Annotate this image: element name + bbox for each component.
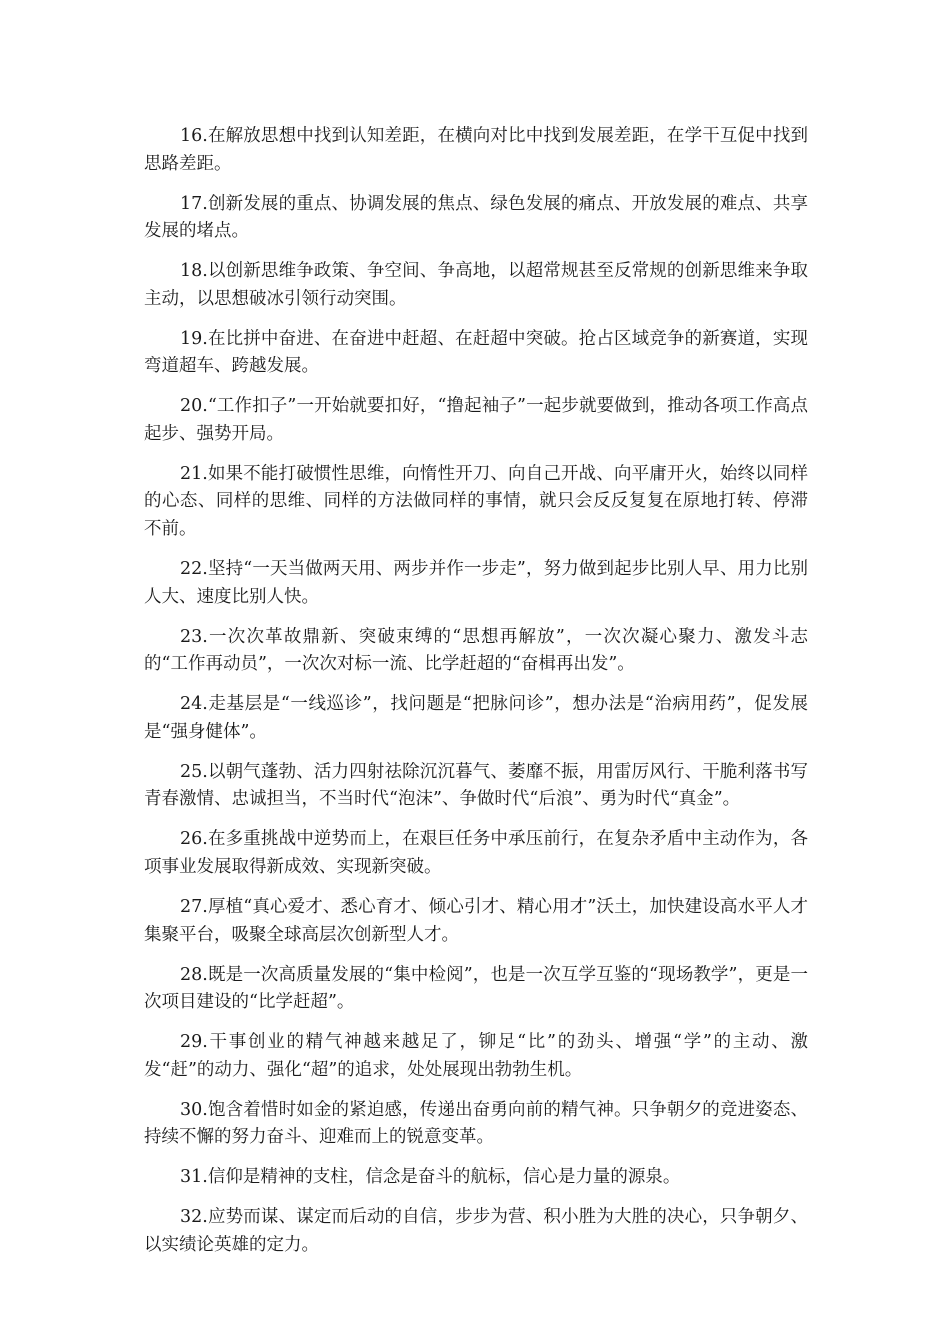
paragraph-23: 23.一次次革故鼎新、突破束缚的“思想再解放”，一次次凝心聚力、激发斗志的“工作再动员”，一次次对标一流、比学赶超的“奋楫再出发”。 xyxy=(144,626,808,675)
paragraph-16: 16.在解放思想中找到认知差距，在横向对比中找到发展差距，在学干互促中找到思路差距。 xyxy=(144,126,808,174)
paragraph-22: 22.坚持“一天当做两天用、两步并作一步走”，努力做到起步比别人早、用力比别人大、速度比别人快。 xyxy=(144,559,808,607)
paragraph-31: 31.信仰是精神的支柱，信念是奋斗的航标，信心是力量的源泉。 xyxy=(180,1167,681,1188)
paragraph-29: 29.干事创业的精气神越来越足了，铆足“比”的劲头、增强“学”的主动、激发“赶”的动力、强化“超”的追求，处处展现出勃勃生机。 xyxy=(144,1032,808,1080)
paragraph-20: 20.“工作扣子”一开始就要扣好，“撸起袖子”一起步就要做到，推动各项工作高点起步、强势开局。 xyxy=(144,396,808,444)
paragraph-19: 19.在比拼中奋进、在奋进中赶超、在赶超中突破。抢占区域竞争的新赛道，实现弯道超车、跨越发展。 xyxy=(144,328,808,377)
paragraph-18: 18.以创新思维争政策、争空间、争高地，以超常规甚至反常规的创新思维来争取主动，以思想破冰引领行动突围。 xyxy=(144,261,808,309)
paragraph-17: 17.创新发展的重点、协调发展的焦点、绿色发展的痛点、开放发展的难点、共享发展的堵点。 xyxy=(144,193,808,242)
document-body xyxy=(144,123,808,1272)
paragraph-32: 32.应势而谋、谋定而后动的自信，步步为营、积小胜为大胜的决心，只争朝夕、以实绩论英雄的定力。 xyxy=(144,1207,808,1255)
paragraph-28: 28.既是一次高质量发展的“集中检阅”，也是一次互学互鉴的“现场教学”，更是一次项目建设的“比学赶超”。 xyxy=(144,964,808,1013)
paragraph-24: 24.走基层是“一线巡诊”，找问题是“把脉问诊”，想办法是“治病用药”，促发展是“强身健体”。 xyxy=(144,694,808,742)
paragraph-25: 25.以朝气蓬勃、活力四射祛除沉沉暮气、萎靡不振，用雷厉风行、干脆利落书写青春激情、忠诚担当，不当时代“泡沫”、争做时代“后浪”、勇为时代“真金”。 xyxy=(144,761,808,810)
paragraph-27: 27.厚植“真心爱才、悉心育才、倾心引才、精心用才”沃土，加快建设高水平人才集聚平台，吸聚全球高层次创新型人才。 xyxy=(144,896,808,945)
paragraph-26: 26.在多重挑战中逆势而上，在艰巨任务中承压前行，在复杂矛盾中主动作为，各项事业发展取得新成效、实现新突破。 xyxy=(144,829,808,877)
paragraph-30: 30.饱含着惜时如金的紧迫感，传递出奋勇向前的精气神。只争朝夕的竞进姿态、持续不懈的努力奋斗、迎难而上的锐意变革。 xyxy=(144,1099,808,1148)
paragraph-21: 21.如果不能打破惯性思维，向惰性开刀、向自己开战、向平庸开火，始终以同样的心态、同样的思维、同样的方法做同样的事情，就只会反反复复在原地打转、停滞不前。 xyxy=(144,463,808,540)
